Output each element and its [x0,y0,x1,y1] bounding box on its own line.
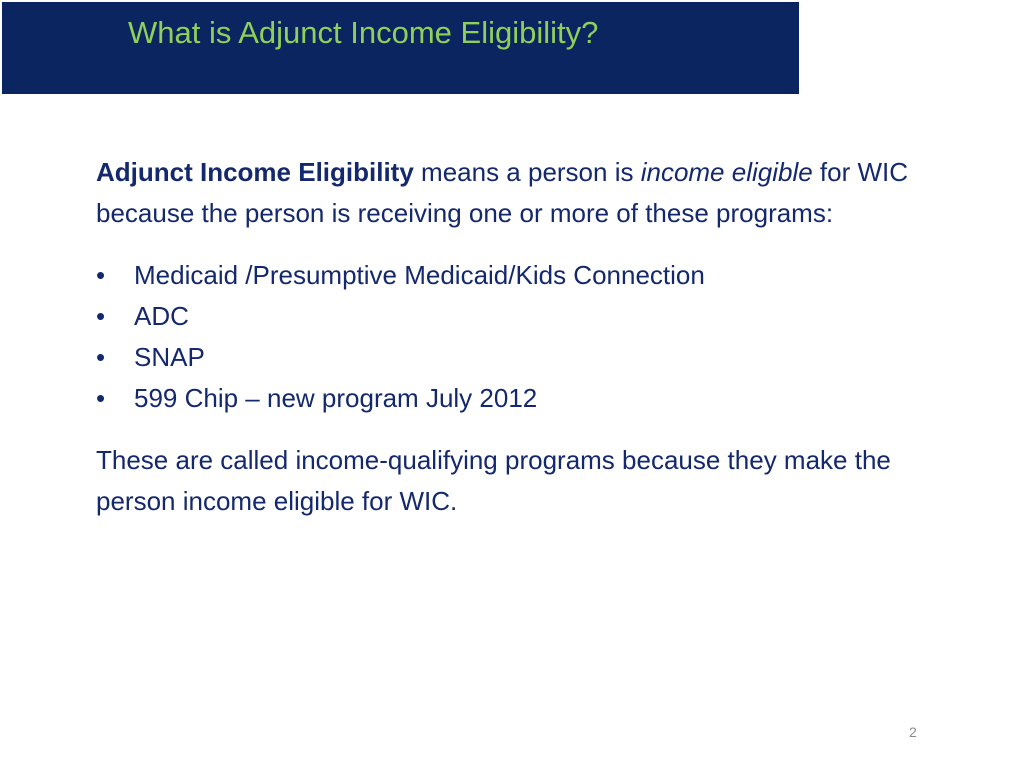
bullet-icon: • [96,301,106,331]
slide-content [96,152,936,522]
list-item [96,296,936,337]
list-item-text: 599 Chip – new program July 2012 [134,383,538,413]
page-number: 2 [909,724,917,740]
program-list [96,255,936,419]
title-bar [2,2,799,94]
closing-paragraph: These are called income-qualifying programs because they make the person income eligible for WIC. [96,445,891,516]
list-item [96,378,936,419]
list-item [96,337,936,378]
intro-text-2: for WIC because the person is receiving one or more of these programs: [96,157,909,228]
bullet-icon: • [96,383,106,413]
list-item-text: Medicaid /Presumptive Medicaid/Kids Connection [134,260,705,290]
list-item-text: ADC [134,301,189,331]
intro-term: Adjunct Income Eligibility [96,157,414,187]
list-item-text: SNAP [134,342,205,372]
slide-title: What is Adjunct Income Eligibility? [128,15,599,50]
bullet-icon: • [96,342,106,372]
intro-text-1: means a person is [413,157,641,187]
bullet-icon: • [96,260,106,290]
intro-emphasis: income eligible [640,157,813,187]
list-item [96,255,936,296]
intro-paragraph [96,152,936,234]
